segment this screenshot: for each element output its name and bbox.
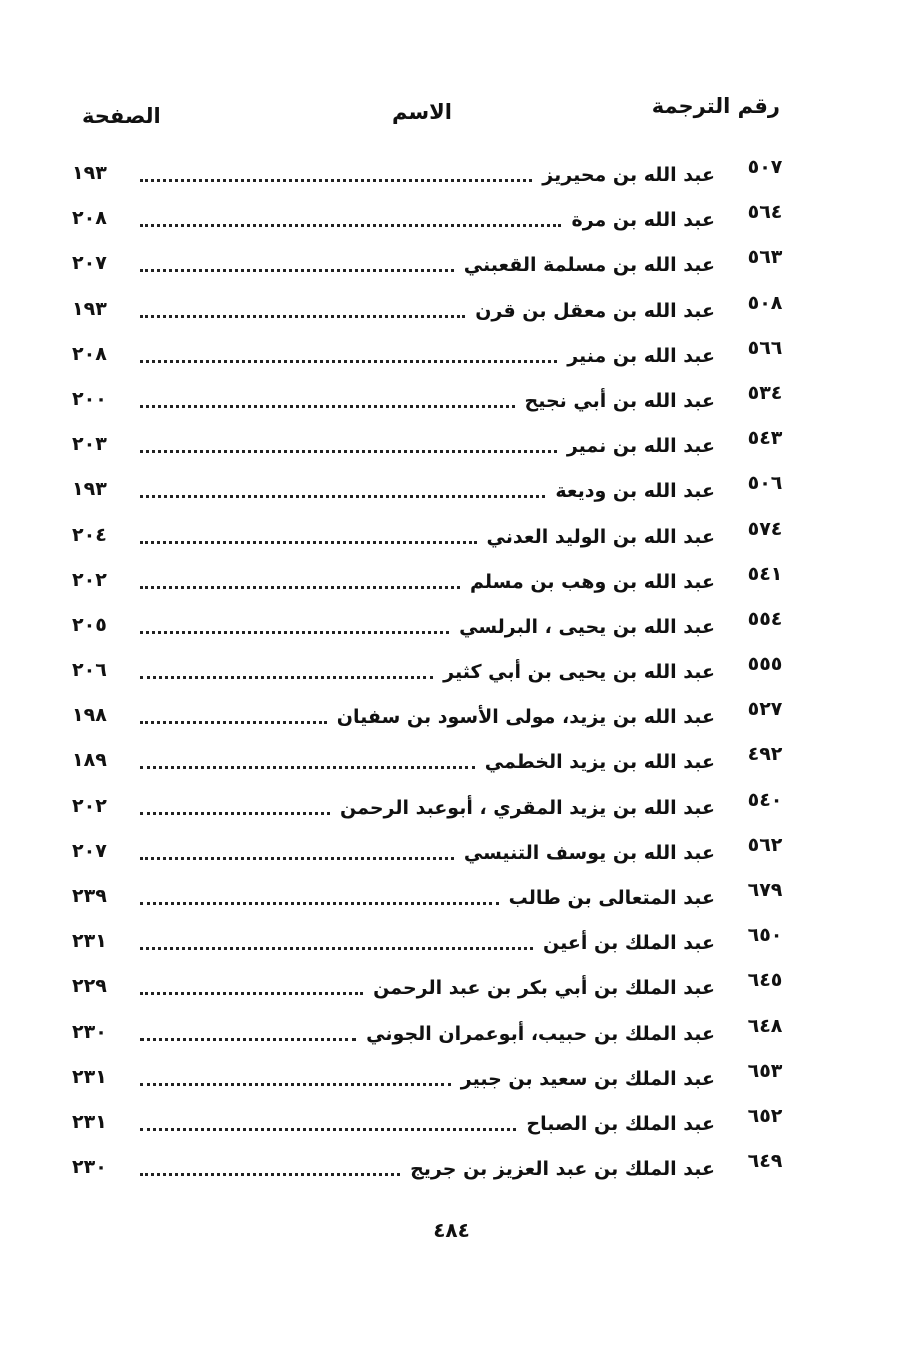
entry-page: ٢٠٢ [72,568,107,591]
dot-leader [140,711,327,724]
entry-page: ٢٠٣ [72,433,107,456]
entry-leader [140,1015,715,1045]
entry-leader [140,156,715,186]
entry-leader [140,743,715,773]
entry-leader [140,789,715,819]
entry-page: ٢٠٤ [72,523,107,546]
entry-name: عبد الله بن محيريز [532,164,715,186]
entry-number: ٥٣٤ [747,381,783,404]
dot-leader [140,892,499,905]
entry-name: عبد الملك بن عبد العزيز بن جريج [400,1158,715,1180]
entry-name: عبد الملك بن الصباح [516,1113,715,1135]
entry-number: ٥٠٨ [747,291,783,314]
entry-number: ٥٧٤ [747,517,783,540]
dot-leader [140,847,454,860]
entry-name: عبد الله بن يحيى بن أبي كثير [433,661,715,683]
entry-number: ٥٦٤ [747,201,783,224]
entry-number: ٦٤٩ [747,1150,783,1173]
header-number-column: رقم الترجمة [651,94,780,118]
dot-leader [140,214,561,227]
entry-name: عبد الله بن نمير [557,435,715,457]
entry-name: عبد الله بن الوليد العدني [477,526,715,548]
entry-number: ٥٠٦ [747,472,783,495]
list-item [70,645,800,690]
entry-leader [140,472,715,502]
entry-number: ٥٦٢ [747,833,783,856]
entry-page: ٢٢٩ [72,975,107,998]
entry-number: ٦٤٥ [747,969,783,992]
entry-name: عبد الله بن وديعة [545,480,715,502]
entry-leader [140,608,715,638]
entry-number: ٥٤٠ [747,788,783,811]
entry-leader [140,834,715,864]
dot-leader [140,531,477,544]
entry-page: ٢٠٧ [72,252,107,275]
entry-name: عبد الله بن يوسف التنيسي [454,842,715,864]
list-item [70,238,800,283]
entry-page: ٢٣٠ [72,1020,107,1043]
entry-number: ٥٤٣ [747,427,783,450]
entry-name: عبد الملك بن أعين [533,932,715,954]
entry-number: ٥٥٥ [747,653,783,676]
entry-page: ١٩٨ [72,704,107,727]
list-item [70,871,800,916]
entry-page: ٢٣١ [72,930,107,953]
entry-name: عبد الله بن مسلمة القعبني [454,254,715,276]
entry-leader [140,427,715,457]
list-item [70,1142,800,1187]
list-item [70,781,800,826]
entry-name: عبد الله بن مرة [561,209,715,231]
entry-number: ٤٩٢ [747,743,783,766]
entry-page: ٢٠٦ [72,659,107,682]
entry-name: عبد الله بن يزيد المقري ، أبوعبد الرحمن [330,797,715,819]
entry-name: عبد الله بن يزيد الخطمي [475,751,715,773]
list-item [70,600,800,645]
entry-name: عبد الله بن يحيى ، البرلسي [449,616,715,638]
entry-name: عبد الله بن وهب بن مسلم [460,571,715,593]
header-page-column: الصفحة [82,104,161,128]
entry-leader [140,337,715,367]
dot-leader [140,1073,451,1086]
entry-leader [140,1150,715,1180]
list-item [70,374,800,419]
dot-leader [140,1028,356,1041]
entry-leader [140,201,715,231]
list-item [70,961,800,1006]
entry-number: ٥٥٤ [747,607,783,630]
list-item [70,148,800,193]
list-item [70,193,800,238]
entry-page: ٢٠٢ [72,794,107,817]
dot-leader [140,802,330,815]
list-item [70,826,800,871]
entry-page: ٢٣١ [72,1065,107,1088]
entry-leader [140,292,715,322]
dot-leader [140,937,533,950]
entry-number: ٦٥٢ [747,1104,783,1127]
entry-page: ١٩٣ [72,297,107,320]
dot-leader [140,259,454,272]
entry-leader [140,1060,715,1090]
entry-page: ٢٣٩ [72,885,107,907]
entry-number: ٦٥٠ [747,924,783,947]
dot-leader [140,1163,400,1176]
list-item [70,464,800,509]
entry-leader [140,1105,715,1135]
entry-name: عبد الله بن معقل بن قرن [465,300,715,322]
dot-leader [140,169,532,182]
dot-leader [140,485,545,498]
entry-page: ٢٣١ [72,1110,107,1133]
list-item [70,419,800,464]
header-name-column: الاسم [392,100,452,124]
entry-leader [140,879,715,909]
entry-number: ٦٥٣ [747,1059,783,1082]
list-item [70,1007,800,1052]
entry-leader [140,969,715,999]
entry-leader [140,382,715,412]
entry-number: ٥٤١ [747,562,783,585]
page-number: ٤٨٤ [433,1218,470,1242]
dot-leader [140,982,363,995]
list-item [70,1052,800,1097]
entry-name: عبد الله بن يزيد، مولى الأسود بن سفيان [327,706,715,728]
entry-number: ٥٦٣ [747,246,783,269]
dot-leader [140,621,449,634]
entry-page: ١٩٣ [72,162,107,184]
dot-leader [140,576,460,589]
entry-page: ١٩٣ [72,478,107,501]
entry-leader [140,924,715,954]
list-item [70,284,800,329]
entry-leader [140,563,715,593]
list-item [70,510,800,555]
list-item [70,735,800,780]
entry-number: ٥٢٧ [747,698,783,721]
entry-page: ٢٠٠ [72,387,107,410]
entries-list [70,148,800,1187]
dot-leader [140,440,557,453]
entry-name: عبد الله بن أبي نجيح [515,390,715,412]
entry-leader [140,653,715,683]
dot-leader [140,350,557,363]
entry-page: ٢٠٨ [72,342,107,365]
page-footer [0,1218,913,1242]
entry-name: عبد الله بن منير [557,345,715,367]
entry-number: ٥٠٧ [747,156,783,178]
dot-leader [140,666,433,679]
entry-leader [140,698,715,728]
entry-page: ٢٠٧ [72,839,107,862]
entry-page: ٢٠٨ [72,207,107,230]
dot-leader [140,1118,516,1131]
list-item [70,555,800,600]
entry-number: ٦٤٨ [747,1014,783,1037]
list-item [70,916,800,961]
list-item [70,690,800,735]
dot-leader [140,756,475,769]
entry-name: عبد الملك بن حبيب، أبوعمران الجوني [356,1023,715,1045]
list-item [70,329,800,374]
entry-number: ٥٦٦ [747,336,783,359]
entry-page: ٢٠٥ [72,613,107,636]
entry-leader [140,246,715,276]
entry-page: ٢٣٠ [72,1156,107,1179]
entry-name: عبد المتعالى بن طالب [499,887,715,909]
dot-leader [140,305,465,318]
entry-leader [140,518,715,548]
list-item [70,1097,800,1142]
dot-leader [140,395,515,408]
entry-name: عبد الملك بن أبي بكر بن عبد الرحمن [363,977,715,999]
column-headers [60,88,820,132]
entry-number: ٦٧٩ [747,879,783,901]
entry-page: ١٨٩ [72,749,107,772]
entry-name: عبد الملك بن سعيد بن جبير [451,1068,715,1090]
